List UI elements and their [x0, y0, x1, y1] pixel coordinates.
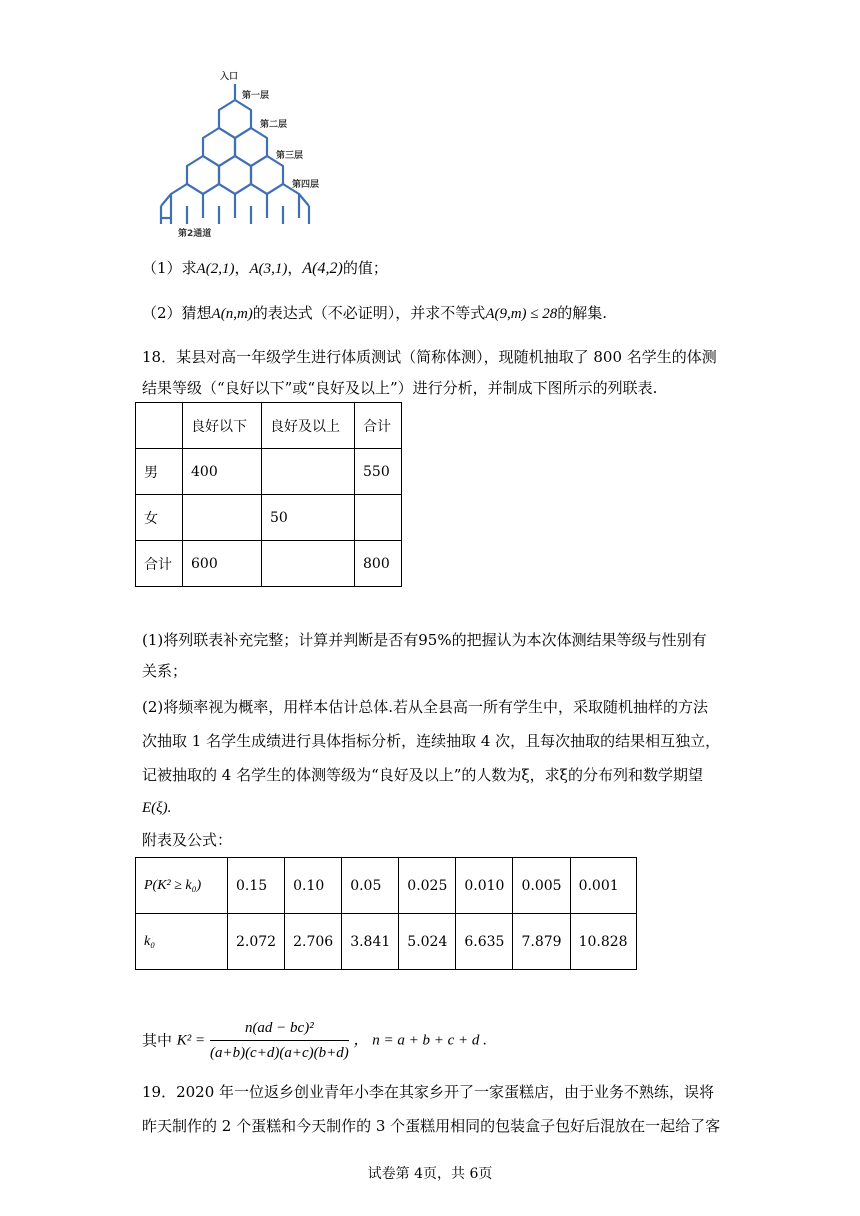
table-cell: 良好及以上 [262, 403, 355, 449]
table-row [136, 495, 402, 541]
table-row [136, 858, 637, 914]
table-cell: 0.025 [399, 858, 456, 914]
page-footer: 试卷第 4页，共 6页 [367, 1166, 493, 1182]
label-layer-2: 第二层 [260, 120, 288, 130]
table-cell: 0.010 [456, 858, 513, 914]
table-cell: 合计 [355, 403, 402, 449]
table-row [136, 403, 402, 449]
table-cell: 0.05 [342, 858, 399, 914]
q18-part2-line2: 次抽取 1 名学生成绩进行具体指标分析，连续抽取 4 次，且每次抽取的结果相互独立， [142, 732, 721, 750]
table-cell: 6.635 [456, 914, 513, 970]
formula-numerator: n(ad − bc)² [210, 1018, 349, 1041]
table-cell [262, 449, 355, 495]
table-cell: 5.024 [399, 914, 456, 970]
table-cell: 10.828 [570, 914, 636, 970]
label-layer-3: 第三层 [276, 151, 304, 161]
table-cell: 0.001 [570, 858, 636, 914]
table-cell: 50 [262, 495, 355, 541]
label-entrance: 入口 [220, 72, 239, 82]
table-cell: 0.15 [228, 858, 285, 914]
q18-intro-line1: 18．某县对高一年级学生进行体质测试（简称体测），现随机抽取了 800 名学生的体测 [142, 348, 717, 366]
contingency-table [135, 402, 402, 587]
term-a31: A(3,1) [249, 261, 288, 277]
label-layer-4: 第四层 [292, 180, 320, 190]
table-cell: 400 [183, 449, 262, 495]
table-row [136, 914, 637, 970]
table-row [136, 541, 402, 587]
table-cell: 3.841 [342, 914, 399, 970]
k-squared-formula: 其中 K² = $\frac{\text{n(ad − bc)²}}{(a+b)(c+d)(a+c)(b+d)}$ ， n = a + b + c + d . [142, 1020, 487, 1061]
table-cell: P(K² ≥ k₀) [136, 858, 228, 914]
honeycomb-figure [150, 66, 320, 242]
label-channel: 第2通道 [178, 229, 212, 239]
table-cell [262, 541, 355, 587]
term-anm: A(n,m) [211, 306, 253, 322]
term-a42: A(4,2) [302, 260, 343, 277]
q19-line1: 19．2020 年一位返乡创业青年小李在其家乡开了一家蛋糕店，由于业务不熟练，误将 [142, 1083, 715, 1101]
table-cell: 合计 [136, 541, 183, 587]
q17-part2: （2）猜想A(n,m)的表达式（不必证明），并求不等式A(9,m) ≤ 28的解集. [142, 304, 608, 322]
q18-part2-line4: E(ξ). [142, 800, 172, 816]
table-cell: 0.005 [513, 858, 570, 914]
table-cell: 0.10 [285, 858, 342, 914]
term-a21: A(2,1) [196, 261, 235, 277]
table-cell: 2.072 [228, 914, 285, 970]
critical-value-table [135, 857, 637, 970]
appendix-label: 附表及公式： [142, 831, 233, 849]
q18-part2-line3: 记被抽取的 4 名学生的体测等级为“良好及以上”的人数为ξ，求ξ的分布列和数学期望 [142, 766, 703, 784]
table-cell [183, 495, 262, 541]
label-layer-1: 第一层 [242, 91, 270, 101]
table-cell: 550 [355, 449, 402, 495]
table-row [136, 449, 402, 495]
q17-part1: （1）求A(2,1)，A(3,1)，A(4,2)的值； [142, 259, 388, 277]
formula-denominator: (a+b)(c+d)(a+c)(b+d) [209, 1045, 349, 1061]
q19-line2: 昨天制作的 2 个蛋糕和今天制作的 3 个蛋糕用相同的包装盒子包好后混放在一起给了客 [142, 1117, 721, 1135]
table-cell: k₀ [136, 914, 228, 970]
table-cell: 男 [136, 449, 183, 495]
table-cell [355, 495, 402, 541]
table-cell: 600 [183, 541, 262, 587]
q18-part1-line1: (1)将列联表补充完整；计算并判断是否有95%的把握认为本次体测结果等级与性别有 [142, 631, 707, 649]
q18-intro-line2: 结果等级（“良好以下”或“良好及以上”）进行分析，并制成下图所示的列联表. [142, 379, 658, 397]
table-cell: 女 [136, 495, 183, 541]
table-cell: 2.706 [285, 914, 342, 970]
table-cell [136, 403, 183, 449]
table-cell: 良好以下 [183, 403, 262, 449]
table-cell: 800 [355, 541, 402, 587]
table-cell: 7.879 [513, 914, 570, 970]
formula-fraction [210, 1018, 349, 1063]
inequality: A(9,m) ≤ 28 [485, 306, 558, 322]
q18-part2-line1: (2)将频率视为概率，用样本估计总体.若从全县高一所有学生中，采取随机抽样的方法 [142, 698, 709, 716]
q18-part1-line2: 关系； [142, 662, 188, 680]
